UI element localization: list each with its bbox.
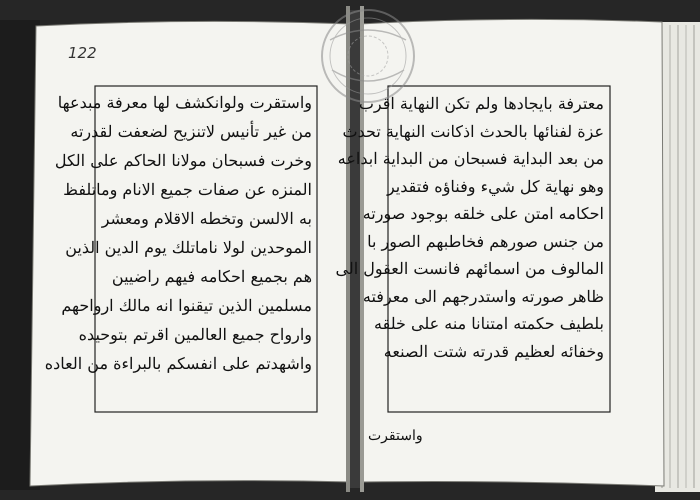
left-page-text [44, 88, 312, 378]
right-page-text [335, 90, 604, 365]
text-line: واستقرت ولوانكشف لها معرفة مبدعها [57, 93, 312, 112]
text-line: معترفة بايجادها ولم تكن النهاية اقرب [358, 94, 604, 113]
folio-number: 122 [68, 44, 97, 62]
text-line: وارواح جميع العالمين اقرتم بتوحيده [78, 325, 312, 344]
text-line: به الالسن وتخطه الاقلام ومعشر [101, 209, 312, 228]
text-line: هم بجميع احكامه فيهم راضيين [111, 267, 312, 286]
text-line: المنزه عن صفات جميع الانام وماتلفظ [63, 180, 312, 199]
gutter [350, 10, 360, 488]
text-line: الموحدين لولا ناماتلك يوم الدين الذين [65, 238, 312, 257]
text-line: المالوف من اسمائهم فانست العقول الى [335, 259, 604, 278]
text-line: ظاهر صورته واستدرجهم الى معرفته [362, 286, 604, 306]
text-line: من غير تأنيس لاتنزيح لضعفت لقدرته [70, 122, 312, 141]
text-line: من جنس صورهم فخاطبهم الصور با [367, 231, 604, 251]
text-line: من بعد البداية فسبحان من البداية ابداعه [337, 149, 604, 168]
catchword: واستقرت [368, 428, 423, 444]
text-line: وهو نهاية كل شيء وفناؤه فتقدير [386, 176, 604, 196]
text-line: احكامه امتن على خلقه بوجود صورته [362, 204, 604, 223]
text-line: بلطيف حكمته امتنانا منه على خلقه [374, 314, 604, 333]
text-line: مسلمين الذين تيقنوا انه مالك ارواحهم [61, 296, 312, 315]
text-line: واشهدتم على انفسكم بالبراءة من العاده [44, 354, 312, 373]
text-line: وخرت فسبحان مولانا الحاكم على الكل [54, 151, 312, 170]
text-line: عزة لفنائها بالحدث اذكانت النهاية تحدث [342, 121, 604, 141]
text-line: وخفائه لعظيم قدرته شتت الصنعه [383, 341, 604, 361]
